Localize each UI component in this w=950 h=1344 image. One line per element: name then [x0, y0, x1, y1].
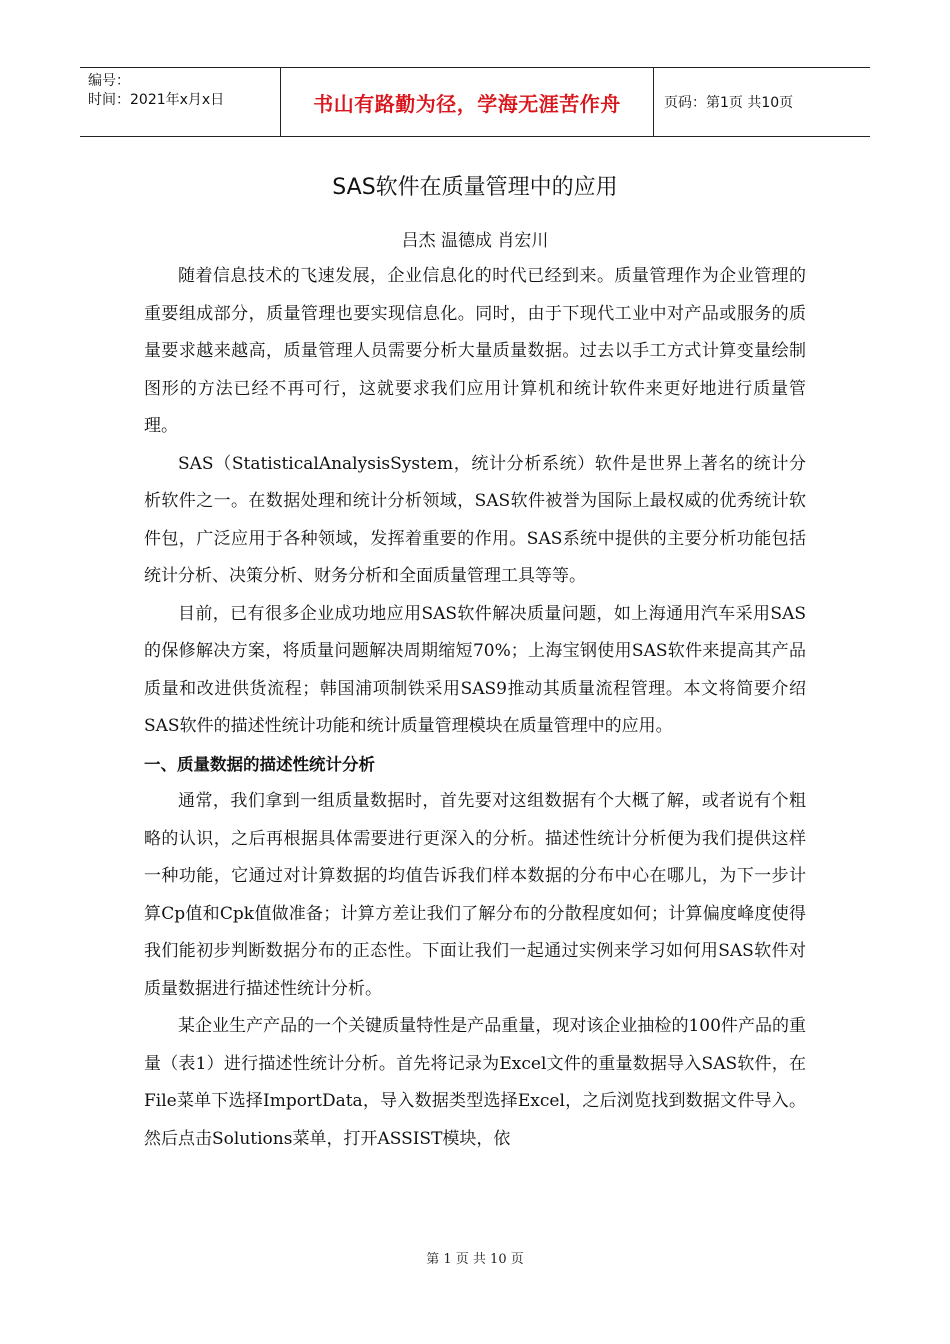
document-authors: 吕杰 温德成 肖宏川	[401, 231, 549, 251]
paragraph: 某企业生产产品的一个关键质量特性是产品重量，现对该企业抽检的100件产品的重量（表1）进行描述性统计分析。首先将记录为Excel文件的重量数据导入SAS软件，在File菜单下选择ImportData，导入数据类型选择Excel，之后浏览找到数据文件导入。然后点击Solutions菜单，打开ASSIST模块，依	[144, 1016, 806, 1149]
header-page-info: 页码：第1页 共10页	[664, 95, 794, 111]
page-header	[80, 67, 870, 137]
document-body	[144, 258, 806, 1158]
document-title: SAS软件在质量管理中的应用	[332, 175, 618, 200]
paragraph: 目前，已有很多企业成功地应用SAS软件解决质量问题，如上海通用汽车采用SAS的保修解决方案，将质量问题解决周期缩短70%；上海宝钢使用SAS软件来提高其产品质量和改进供货流程；韩国浦项制铁采用SAS9推动其质量流程管理。本文将简要介绍SAS软件的描述性统计功能和统计质量管理模块在质量管理中的应用。	[144, 603, 806, 736]
date-label: 时间：2021年x月x日	[88, 92, 225, 108]
paragraph: 通常，我们拿到一组质量数据时，首先要对这组数据有个大概了解，或者说有个粗略的认识，之后再根据具体需要进行更深入的分析。描述性统计分析便为我们提供这样一种功能，它通过对计算数据的均值告诉我们样本数据的分布中心在哪儿，为下一步计算Cp值和Cpk值做准备；计算方差让我们了解分布的分散程度如何；计算偏度峰度使得我们能初步判断数据分布的正态性。下面让我们一起通过实例来学习如何用SAS软件对质量数据进行描述性统计分析。	[144, 791, 806, 999]
paragraph: SAS（StatisticalAnalysisSystem，统计分析系统）软件是世界上著名的统计分析软件之一。在数据处理和统计分析领域，SAS软件被誉为国际上最权威的优秀统计软件包，广泛应用于各种领域，发挥着重要的作用。SAS系统中提供的主要分析功能包括统计分析、决策分析、财务分析和全面质量管理工具等等。	[144, 453, 806, 586]
header-left-cell	[80, 68, 280, 136]
page-footer: 第 1 页 共 10 页	[426, 1252, 524, 1267]
number-label: 编号：	[88, 73, 130, 89]
header-motto: 书山有路勤为径，学海无涯苦作舟	[280, 68, 654, 136]
paragraph: 随着信息技术的飞速发展，企业信息化的时代已经到来。质量管理作为企业管理的重要组成部分，质量管理也要实现信息化。同时，由于下现代工业中对产品或服务的质量要求越来越高，质量管理人员需要分析大量质量数据。过去以手工方式计算变量绘制图形的方法已经不再可行，这就要求我们应用计算机和统计软件来更好地进行质量管理。	[144, 266, 806, 436]
section-heading: 一、质量数据的描述性统计分析	[144, 754, 375, 774]
